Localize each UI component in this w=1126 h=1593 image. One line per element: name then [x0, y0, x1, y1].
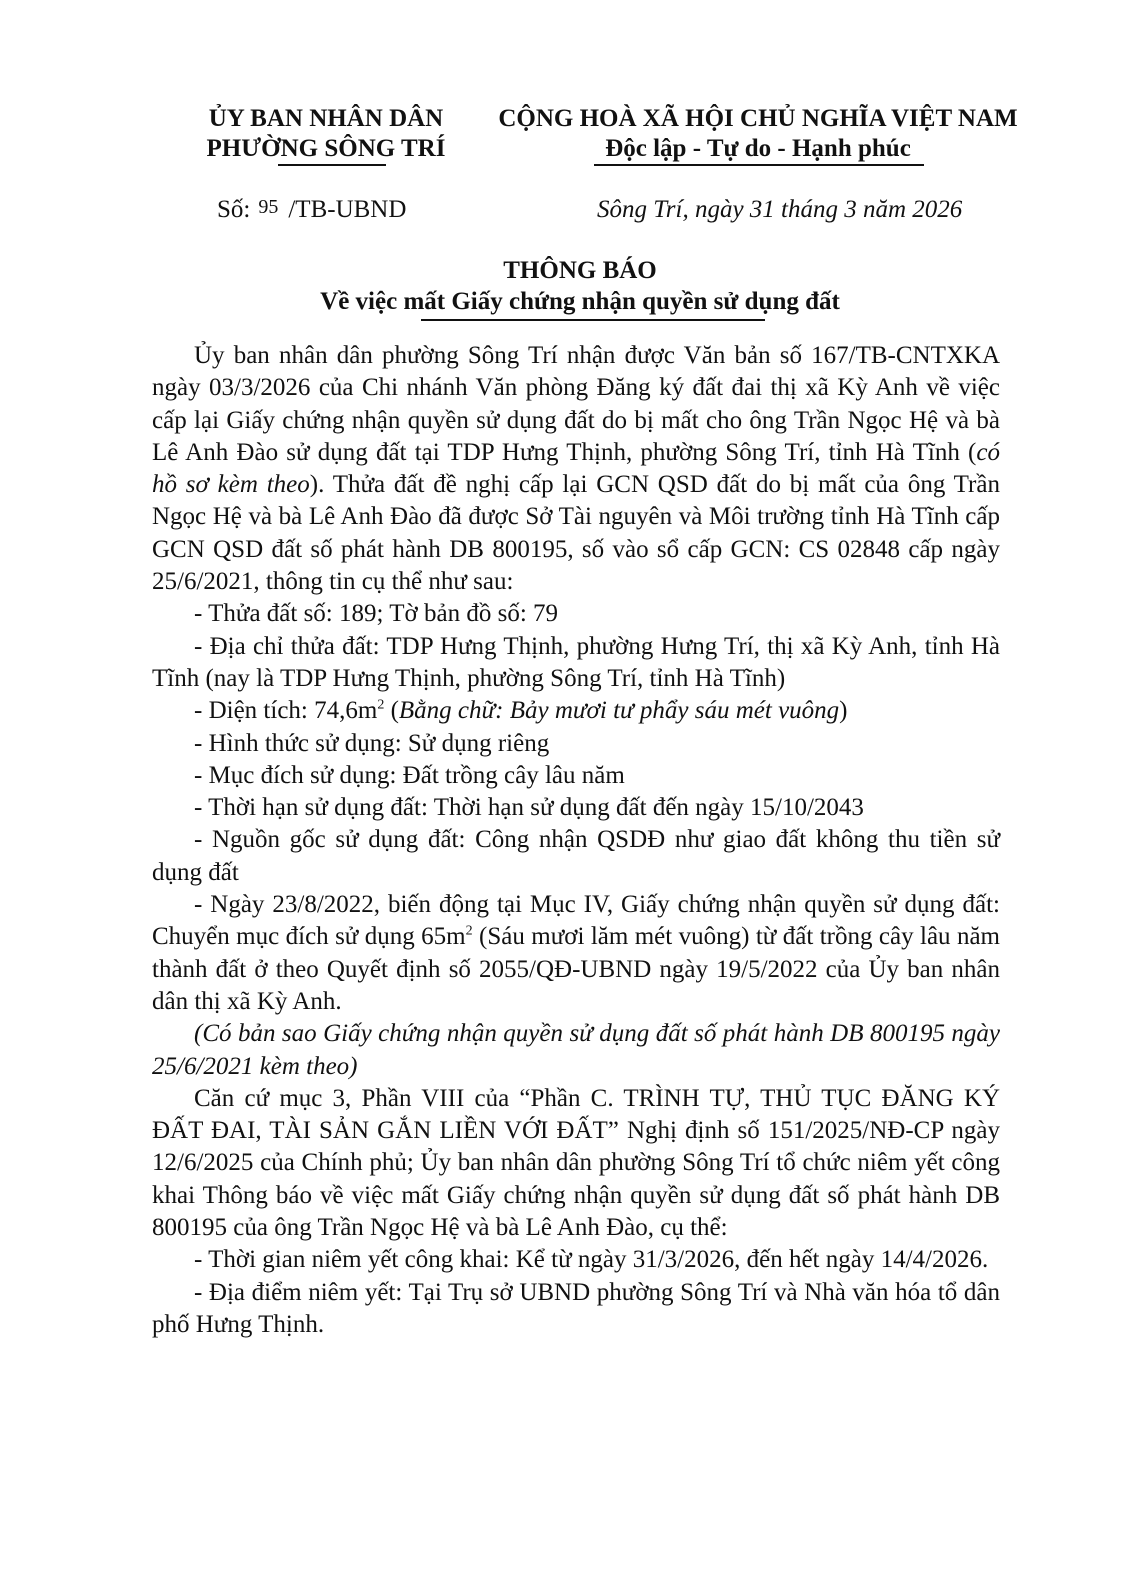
- parcel-area: [152, 695, 1000, 727]
- change-sup: 2: [465, 924, 473, 940]
- land-change: [152, 889, 1000, 1018]
- authority-line-2: PHƯỜNG SÔNG TRÍ: [206, 135, 446, 162]
- issuing-authority: [186, 104, 466, 164]
- doc-number-prefix: Số:: [217, 196, 251, 223]
- attachment-note: (Có bản sao Giấy chứng nhận quyền sử dụng đất số phát hành DB 800195 ngày 25/6/2021 kèm theo): [152, 1020, 1000, 1080]
- parcel-number: - Thửa đất số: 189; Tờ bản đồ số: 79: [194, 600, 559, 628]
- intro-text: Ủy ban nhân dân phường Sông Trí nhận được Văn bản số 167/TB-CNTXKA ngày 03/3/2026 của Chi nhánh Văn phòng Đăng ký đất đai thị xã Kỳ Anh về việc cấp lại Giấy chứng nhận quyền sử dụng đất do bị mất cho ông Trần Ngọc Hệ và bà Lê Anh Đào sử dụng đất tại TDP Hưng Thịnh, phường Sông Trí, tỉnh Hà Tĩnh (: [152, 342, 1000, 466]
- change-text-cont: (Sáu mươi lăm mét vuông) từ đất trồng cây lâu năm thành đất ở theo Quyết định số 2055/QĐ-UBND ngày 19/5/2022 của Ủy ban nhân dân thị xã Kỳ Anh.: [152, 923, 1000, 1015]
- usage-term: - Thời hạn sử dụng đất: Thời hạn sử dụng đất đến ngày 15/10/2043: [194, 794, 864, 822]
- change-text: - Ngày 23/8/2022, biến động tại Mục IV, Giấy chứng nhận quyền sử dụng đất: Chuyển mục đích sử dụng 65m: [152, 891, 1000, 951]
- authority-line-1: ỦY BAN NHÂN DÂN: [208, 105, 444, 132]
- authority-underline: [278, 164, 386, 166]
- document-body: [152, 340, 1000, 1341]
- usage-origin: - Nguồn gốc sử dụng đất: Công nhận QSDĐ như giao đất không thu tiền sử dụng đất: [152, 826, 1000, 886]
- national-motto: [478, 104, 1038, 164]
- subtitle-underline: [421, 319, 765, 321]
- doc-number-suffix: /TB-UBND: [288, 196, 407, 223]
- document-title: THÔNG BÁO: [503, 257, 657, 284]
- motto-underline: [594, 164, 924, 166]
- intro-italic: có hồ sơ kèm theo: [152, 438, 1000, 499]
- usage-form: - Hình thức sử dụng: Sử dụng riêng: [194, 729, 550, 757]
- area-paren-open: (: [384, 697, 399, 725]
- motto: Độc lập - Tự do - Hạnh phúc: [605, 135, 911, 162]
- area-label: - Diện tích: 74,6m: [194, 697, 378, 725]
- area-in-words: Bằng chữ: Bảy mươi tư phẩy sáu mét vuông: [398, 697, 840, 725]
- nation-name: CỘNG HOÀ XÃ HỘI CHỦ NGHĨA VIỆT NAM: [498, 105, 1018, 132]
- intro-paragraph: [152, 340, 1000, 598]
- area-sup: 2: [377, 697, 385, 713]
- posting-time: - Thời gian niêm yết công khai: Kể từ ngày 31/3/2026, đến hết ngày 14/4/2026.: [194, 1246, 989, 1274]
- document-number: [217, 195, 406, 226]
- intro-text-cont: ). Thửa đất đề nghị cấp lại GCN QSD đất do bị mất của ông Trần Ngọc Hệ và bà Lê Anh Đào đã được Sở Tài nguyên và Môi trường tỉnh Hà Tĩnh cấp GCN QSD đất số phát hành DB 800195, số vào sổ cấp GCN: CS 02848 cấp ngày 25/6/2021, thông tin cụ thể như sau:: [152, 471, 1000, 596]
- place-and-date: Sông Trí, ngày 31 tháng 3 năm 2026: [597, 196, 963, 223]
- parcel-address: - Địa chỉ thửa đất: TDP Hưng Thịnh, phường Hưng Trí, thị xã Kỳ Anh, tỉnh Hà Tĩnh (nay là TDP Hưng Thịnh, phường Sông Trí, tỉnh Hà Tĩnh): [152, 632, 1000, 692]
- usage-purpose: - Mục đích sử dụng: Đất trồng cây lâu năm: [194, 761, 625, 789]
- posting-place: - Địa điểm niêm yết: Tại Trụ sở UBND phường Sông Trí và Nhà văn hóa tổ dân phố Hưng Thịnh.: [152, 1278, 1000, 1338]
- doc-number-value: 95: [258, 196, 279, 218]
- legal-basis: Căn cứ mục 3, Phần VIII của “Phần C. TRÌNH TỰ, THỦ TỤC ĐĂNG KÝ ĐẤT ĐAI, TÀI SẢN GẮN LIỀN VỚI ĐẤT” Nghị định số 151/2025/NĐ-CP ngày 12/6/2025 của Chính phủ; Ủy ban nhân dân phường Sông Trí tổ chức niêm yết công khai Thông báo về việc mất Giấy chứng nhận quyền sử dụng đất số phát hành DB 800195 của ông Trần Ngọc Hệ và bà Lê Anh Đào, cụ thể:: [152, 1084, 1000, 1242]
- document-subtitle: Về việc mất Giấy chứng nhận quyền sử dụng đất: [320, 288, 840, 315]
- area-paren-close: ): [839, 697, 848, 725]
